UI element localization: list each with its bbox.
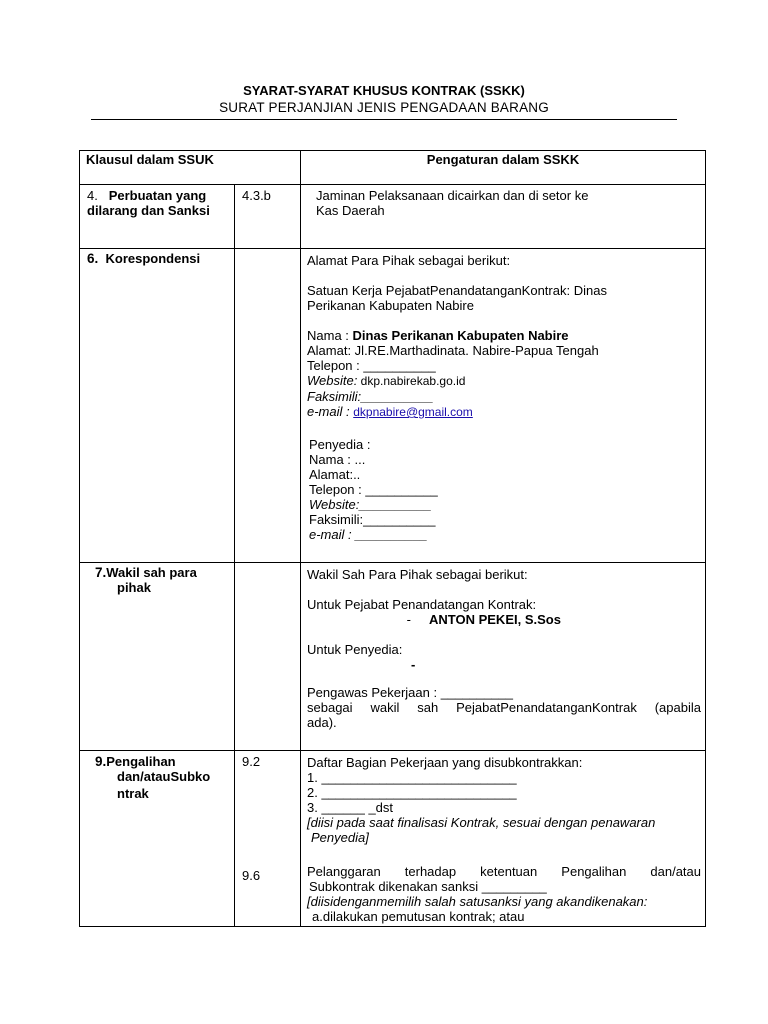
row4-text-line2: Kas Daerah: [316, 203, 385, 218]
clause-title-7-line2: pihak: [117, 580, 151, 595]
row6-penyedia-telepon: Telepon : __________: [309, 482, 438, 497]
row6-penyedia-nama: Nama : ...: [309, 452, 366, 467]
row6-penyedia-label: Penyedia :: [309, 437, 371, 452]
row6-penyedia-alamat: Alamat:..: [309, 467, 361, 482]
row9-note-line2: Penyedia]: [311, 830, 369, 845]
header-pengaturan: Pengaturan dalam SSKK: [301, 151, 706, 185]
ref-9-6: 9.6: [242, 868, 261, 883]
table-row-7: [80, 563, 706, 751]
row7-ppk: - ANTON PEKEI, S.Sos: [406, 612, 561, 627]
clause-cell-9: [80, 751, 235, 927]
clause-title-9-line1: Pengalihan: [106, 754, 176, 769]
row6-penyedia-website: Website:__________: [309, 497, 432, 512]
row6-email: e-mail : dkpnabire@gmail.com: [307, 404, 473, 419]
table-row-4: [80, 185, 706, 249]
clause-number-7: 7.: [95, 565, 107, 580]
row9-daftar: Daftar Bagian Pekerjaan yang disubkontrakkan:: [307, 755, 583, 770]
clause-cell-6: [80, 249, 235, 563]
clause-number-9: 9.: [95, 754, 107, 769]
row7-sebagai-line2: ada).: [307, 715, 337, 730]
row6-nama: Nama : Dinas Perikanan Kabupaten Nabire: [307, 328, 569, 343]
row6-telepon: Telepon : __________: [307, 358, 436, 373]
row7-pengawas: Pengawas Pekerjaan : __________: [307, 685, 513, 700]
clause-number-4: 4.: [87, 188, 98, 203]
clause-title-4-line2: dilarang dan Sanksi: [87, 203, 210, 218]
clause-number-6: 6.: [87, 251, 99, 266]
row6-penyedia-faksimili: Faksimili:__________: [309, 512, 436, 527]
row9-item3: 3. ______ _dst: [307, 800, 394, 815]
row9-note2: [diisidenganmemilih salah satusanksi yang akandikenakan:: [307, 894, 648, 909]
row6-penyedia-email: e-mail : __________: [309, 527, 428, 542]
row6-nama-value: Dinas Perikanan Kabupaten Nabire: [352, 328, 569, 343]
content-cell-4: [301, 185, 706, 249]
ref-cell-6: [235, 249, 301, 563]
header-klausul: Klausul dalam SSUK: [80, 151, 301, 185]
content-cell-7: [301, 563, 706, 751]
row4-text-line1: Jaminan Pelaksanaan dicairkan dan di setor ke: [316, 188, 589, 203]
row9-item2: 2. ___________________________: [307, 785, 517, 800]
sskk-table: [79, 150, 706, 927]
table-row-9: [80, 751, 706, 927]
table-row-6: [80, 249, 706, 563]
row7-penyedia-dash: -: [411, 657, 416, 672]
row6-website: Website: dkp.nabirekab.go.id: [307, 373, 466, 388]
ref-9-2: 9.2: [242, 754, 261, 769]
clause-title-4-line1: Perbuatan yang: [108, 188, 207, 203]
clause-cell-7: [80, 563, 235, 751]
email-link[interactable]: dkpnabire@gmail.com: [353, 405, 473, 419]
content-cell-6: [301, 249, 706, 563]
document-title: SYARAT-SYARAT KHUSUS KONTRAK (SSKK): [243, 83, 525, 98]
row9-pelanggaran-line2: Subkontrak dikenakan sanksi _________: [309, 879, 547, 894]
ref-4-3-b: 4.3.b: [242, 188, 271, 203]
ref-cell-9: [235, 751, 301, 927]
row6-alamat: Alamat: Jl.RE.Marthadinata. Nabire-Papua Tengah: [307, 343, 599, 358]
row6-satker-line2: Perikanan Kabupaten Nabire: [307, 298, 474, 313]
clause-title-6: Korespondensi: [105, 251, 201, 266]
row6-intro: Alamat Para Pihak sebagai berikut:: [307, 253, 511, 268]
table-header-row: [80, 151, 706, 185]
row9-item1: 1. ___________________________: [307, 770, 517, 785]
document-subtitle: SURAT PERJANJIAN JENIS PENGADAAN BARANG: [219, 100, 549, 115]
row6-faksimili: Faksimili:__________: [307, 389, 434, 404]
row7-ppk-label: Untuk Pejabat Penandatangan Kontrak:: [307, 597, 537, 612]
clause-title-7-line1: Wakil sah para: [106, 565, 197, 580]
row9-pelanggaran-line1: Pelanggaran terhadap ketentuan Pengalihan dan/atau: [307, 864, 701, 879]
row7-penyedia-label: Untuk Penyedia:: [307, 642, 403, 657]
clause-title-9-line3: ntrak: [117, 786, 149, 801]
ref-cell-4: [235, 185, 301, 249]
clause-title-9-line2: dan/atauSubko: [117, 769, 211, 784]
row7-ppk-name: ANTON PEKEI, S.Sos: [429, 612, 561, 627]
row9-option-a: a.dilakukan pemutusan kontrak; atau: [312, 909, 525, 924]
ref-cell-7: [235, 563, 301, 751]
row9-note-line1: [diisi pada saat finalisasi Kontrak, sesuai dengan penawaran: [307, 815, 656, 830]
row6-satker-line1: Satuan Kerja PejabatPenandatanganKontrak: Dinas: [307, 283, 607, 298]
content-cell-9: [301, 751, 706, 927]
title-divider: [91, 119, 677, 120]
clause-cell-4: [80, 185, 235, 249]
row7-intro: Wakil Sah Para Pihak sebagai berikut:: [307, 567, 528, 582]
row7-sebagai-line1: sebagai wakil sah PejabatPenandatanganKontrak (apabila: [307, 700, 701, 715]
